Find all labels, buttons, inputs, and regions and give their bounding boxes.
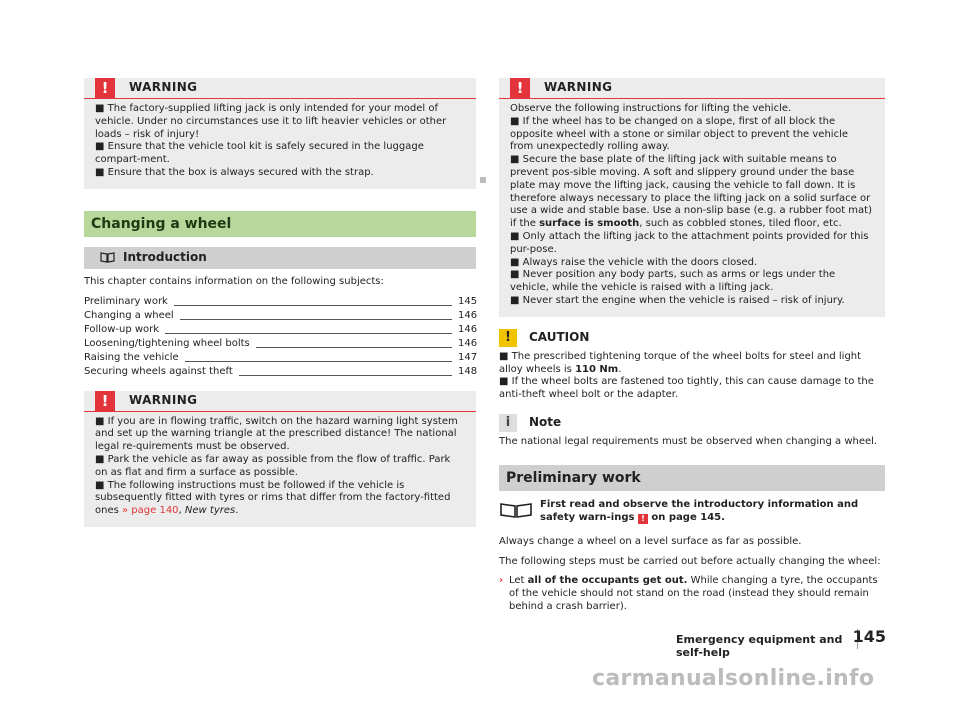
warning-icon: !	[638, 514, 648, 524]
toc-entry[interactable]: Loosening/tightening wheel bolts 146	[84, 337, 478, 349]
right-column	[499, 78, 885, 614]
watermark-text: carmanualsonline.info	[592, 666, 875, 691]
warning-line: ■ Only attach the lifting jack to the attachment points provided for this pur-pose.	[510, 230, 869, 255]
warning-line: ■ The factory-supplied lifting jack is only intended for your model of vehicle. Under no circumstances use it to lift heavier vehicles or other loads – risk of injury!	[95, 103, 447, 140]
warning-line: ■ If the wheel has to be changed on a slope, first of all block the opposite wheel with a stone or similar object to prevent the vehicle from unexpectedly rolling away.	[510, 115, 848, 153]
note-text: The national legal requirements must be observed when changing a wheel.	[499, 435, 878, 447]
subsection-title: Introduction	[123, 249, 207, 264]
warning-icon: !	[95, 391, 115, 411]
end-mark-icon	[480, 177, 486, 183]
warning-line: ■ Never position any body parts, such as arms or legs under the vehicle, while the vehicle is raised with a lifting jack.	[510, 269, 836, 294]
warning-line: ■ Never start the engine when the vehicle is raised – risk of injury.	[510, 294, 845, 306]
page-footer	[676, 627, 886, 659]
toc-entry[interactable]: Preliminary work 145	[84, 295, 478, 307]
reference-block	[499, 499, 885, 529]
warning-line: ■ If you are in flowing traffic, switch on the hazard warning light system and set up the warning triangle at the prescribed distance! The national legal re-quirements must be observed.	[95, 415, 458, 453]
toc-list	[84, 295, 476, 379]
reference-text: First read and observe the introductory information and safety warn-ings ! on page 145.	[540, 498, 859, 523]
chapter-title: Emergency equipment and self-help	[676, 633, 843, 659]
page-link[interactable]: » page 140	[122, 505, 179, 517]
step-item: › Let all of the occupants get out. While changing a tyre, the occupants of the vehicle should not stand on the road (instead they should remain behind a crash barrier).	[499, 575, 878, 612]
warning-title: WARNING	[129, 80, 198, 94]
body-text: The following steps must be carried out before actually changing the wheel:	[499, 555, 881, 567]
subsection-banner	[499, 465, 885, 491]
note-title: Note	[529, 414, 562, 429]
warning-line: ■ Always raise the vehicle with the doors closed.	[510, 256, 758, 268]
warning-box-jack	[84, 78, 476, 189]
warning-box-traffic	[84, 391, 476, 527]
intro-text: This chapter contains information on the following subjects:	[84, 275, 384, 287]
warning-line: ■ Ensure that the box is always secured with the strap.	[95, 166, 374, 178]
warning-box-lifting	[499, 78, 885, 317]
note-header	[499, 412, 885, 434]
book-icon	[100, 252, 115, 263]
section-title: Changing a wheel	[91, 215, 232, 232]
toc-entry[interactable]: Raising the vehicle 147	[84, 351, 478, 363]
page-number: 145	[852, 627, 886, 646]
warning-line: ■ Secure the base plate of the lifting jack with suitable means to prevent pos-sible moving. A soft and slippery ground under the base plate may move the lifting jack, causing the vehicle to fall down. It is therefore always necessary to place the lifting jack on a solid surface or use a wide and stable base. Use a non-slip base (e.g. a rubber foot mat) if the surface is smooth, such as cobbled stones, tiled floor, etc.	[510, 154, 872, 230]
book-icon	[499, 501, 533, 519]
warning-line: ■ The following instructions must be followed if the vehicle is subsequently fitted with tyres or rims that differ from the factory-fitted ones » page 140, New tyres.	[95, 479, 451, 517]
warning-title: WARNING	[544, 80, 613, 94]
toc-entry[interactable]: Securing wheels against theft 148	[84, 365, 478, 377]
toc-entry[interactable]: Changing a wheel 146	[84, 309, 478, 321]
caution-icon: !	[499, 329, 517, 347]
warning-title: WARNING	[129, 392, 198, 407]
warning-intro: Observe the following instructions for lifting the vehicle.	[510, 103, 792, 114]
subsection-title: Preliminary work	[506, 469, 641, 486]
body-text: Always change a wheel on a level surface as far as possible.	[499, 535, 802, 547]
caution-title: CAUTION	[529, 329, 590, 344]
warning-line: ■ Ensure that the vehicle tool kit is safely secured in the luggage compart-ment.	[95, 141, 424, 166]
toc-entry[interactable]: Follow-up work 146	[84, 323, 478, 335]
caution-line: ■ If the wheel bolts are fastened too tightly, this can cause damage to the anti-theft wheel bolt or the adapter.	[499, 376, 874, 401]
section-banner	[84, 211, 476, 237]
warning-icon: !	[510, 78, 530, 98]
warning-icon: !	[95, 78, 115, 98]
subsection-banner	[84, 247, 476, 269]
step-arrow-icon: ›	[499, 575, 504, 587]
info-icon: i	[499, 414, 517, 432]
warning-line: ■ Park the vehicle as far away as possible from the flow of traffic. Park on as flat and firm a surface as possible.	[95, 453, 451, 478]
caution-line: ■ The prescribed tightening torque of the wheel bolts for steel and light alloy wheels is 110 Nm.	[499, 350, 862, 375]
caution-header	[499, 327, 885, 349]
left-column	[84, 78, 476, 527]
